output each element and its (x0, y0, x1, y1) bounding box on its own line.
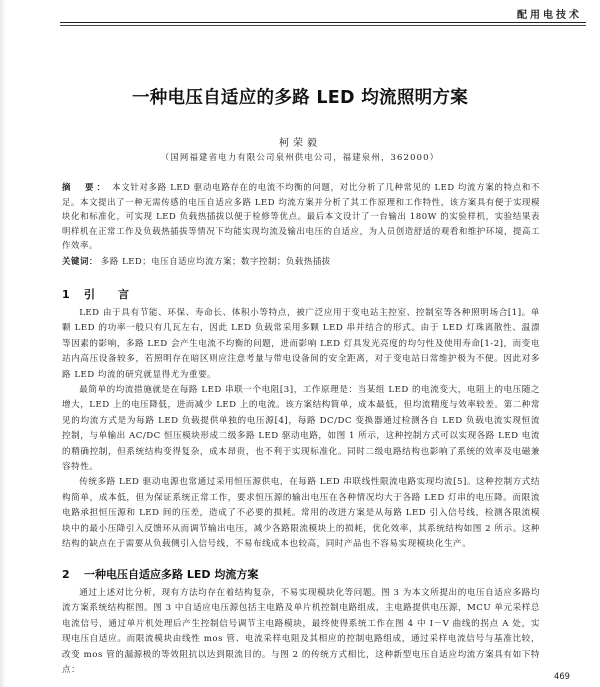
section-2-heading (62, 566, 258, 582)
paragraph: 传统多路 LED 驱动电源也常通过采用恒压源供电，在每路 LED 串联线性限流电路实现均流[5]。这种控制方式结构简单，成本低，但为保证系统正常工作，要求恒压源的输出电压在各种情况均大于各路 LED 灯串的电压降。而限流电路承担恒压源和 LED 间的压差，造成了不必要的损耗。常用的改进方案是从每路 LED 引入信号线，检测各限流模块中的最小压降引入反馈环从而调节输出电压，减少各路限流模块上的损耗，优化效率，其系统结构如图 2 所示。这种结构的缺点在于需要从负载侧引入信号线，不易布线成本也较高，同时产品也不容易实现模块化生产。 (62, 477, 540, 550)
keywords-label: 关键词： (62, 256, 98, 266)
page-number: 469 (554, 671, 570, 681)
header-rule-thin (60, 25, 586, 26)
article-title: 一种电压自适应的多路 LED 均流照明方案 (131, 88, 469, 108)
section-1-title: 引 言 (84, 288, 135, 301)
section-2-number: 2 (62, 568, 70, 581)
paragraph: LED 由于具有节能、环保、寿命长、体积小等特点，被广泛应用于变电站主控室、控制室等各种照明场合[1]。单颗 LED 的功率一般只有几瓦左右，因此 LED 负载常采用多颗 LED 串并结合的形式。由于 LED 灯珠离散性、温漂等因素的影响，多路 LED 会产生电流不均衡的问题，进而影响 LED 灯具发光亮度的均匀性及使用寿命[1-2]，而变电站内高压设备较多，若照明存在暗区则应注意考量与带电设备间的安全距离，对于变电站日常维护极为不便。因此对多路 LED 均流的研究就显得尤为重要。 (62, 308, 540, 380)
abstract (62, 180, 540, 253)
abstract-label: 摘 要： (62, 182, 109, 192)
journal-section-tag: 配用电技术 (517, 10, 582, 21)
section-1-body (62, 306, 540, 553)
section-2-body (62, 586, 540, 678)
section-2-title: 一种电压自适应多路 LED 均流方案 (84, 568, 259, 581)
article-author: 柯荣毅 (279, 138, 321, 149)
paragraph: 通过上述对比分析，现有方法均存在着结构复杂，不易实现模块化等问题。图 3 为本文所提出的电压自适应多路均流方案系统结构框图。图 3 中自适应电压源包括主电路及单片机控制电路组成，主电路提供电压源，MCU 单元采样总电流信号，通过单片机处理后产生控制信号调节主电路模块，最终使得系统工作在图 4 中 I－V 曲线的拐点 A 处，实现电压自适应。而限流模块由线性 mos 管、电流采样电阻及其相应的控制电路组成，通过采样电流信号与基准比较，改变 mos 管的漏源极的等效阻抗以达到限流目的。与图 2 的传统方式相比，这种新型电压自适应均流方案具有如下特点： (62, 588, 540, 676)
author-affiliation: （国网福建省电力有限公司泉州供电公司，福建泉州，362000） (160, 152, 440, 162)
keywords-text: 多路 LED；电压自适应均流方案；数字控制；负载热插拔 (100, 256, 331, 266)
section-1-heading (62, 286, 135, 302)
abstract-text: 本文针对多路 LED 驱动电路存在的电流不均衡的问题，对比分析了几种常见的 LED 均流方案的特点和不足。本文提出了一种无需传感的电压自适应多路 LED 均流方案并分析了其工作原理和工作特性，该方案具有便于实现模块化和标准化，可实现 LED 负载热插拔以便于检修等优点。最后本文设计了一台输出 180W 的实验样机，实验结果表明样机在正常工作及负载热插拔等情况下均能实现均流及输出电压的自适应，为人员创造舒适的观看和维护环境，提高工作效率。 (62, 182, 540, 251)
keywords (62, 254, 540, 268)
header-rule (60, 22, 586, 23)
paragraph: 最简单的均流措施就是在每路 LED 串联一个电阻[3]，工作原理是：当某组 LED 的电流变大，电阻上的电压随之增大，LED 上的电压降低，进而减少 LED 上的电流。该方案结构简单，成本最低，但均流精度与效率较差。第二种常见的均流方式是为每路 LED 负载提供单独的电压源[4]，每路 DC/DC 变换器通过检测各自 LED 负载电流实现恒流控制，与单输出 AC/DC 恒压模块形成二级多路 LED 驱动电路，如图 1 所示，这种控制方式可以实现各路 LED 电流的精确控制，但系统结构变得复杂，成本昂贵，也不利于实现标准化。同时二级电路结构也影响了系统的效率及电磁兼容特性。 (62, 385, 540, 473)
section-1-number: 1 (62, 288, 76, 301)
